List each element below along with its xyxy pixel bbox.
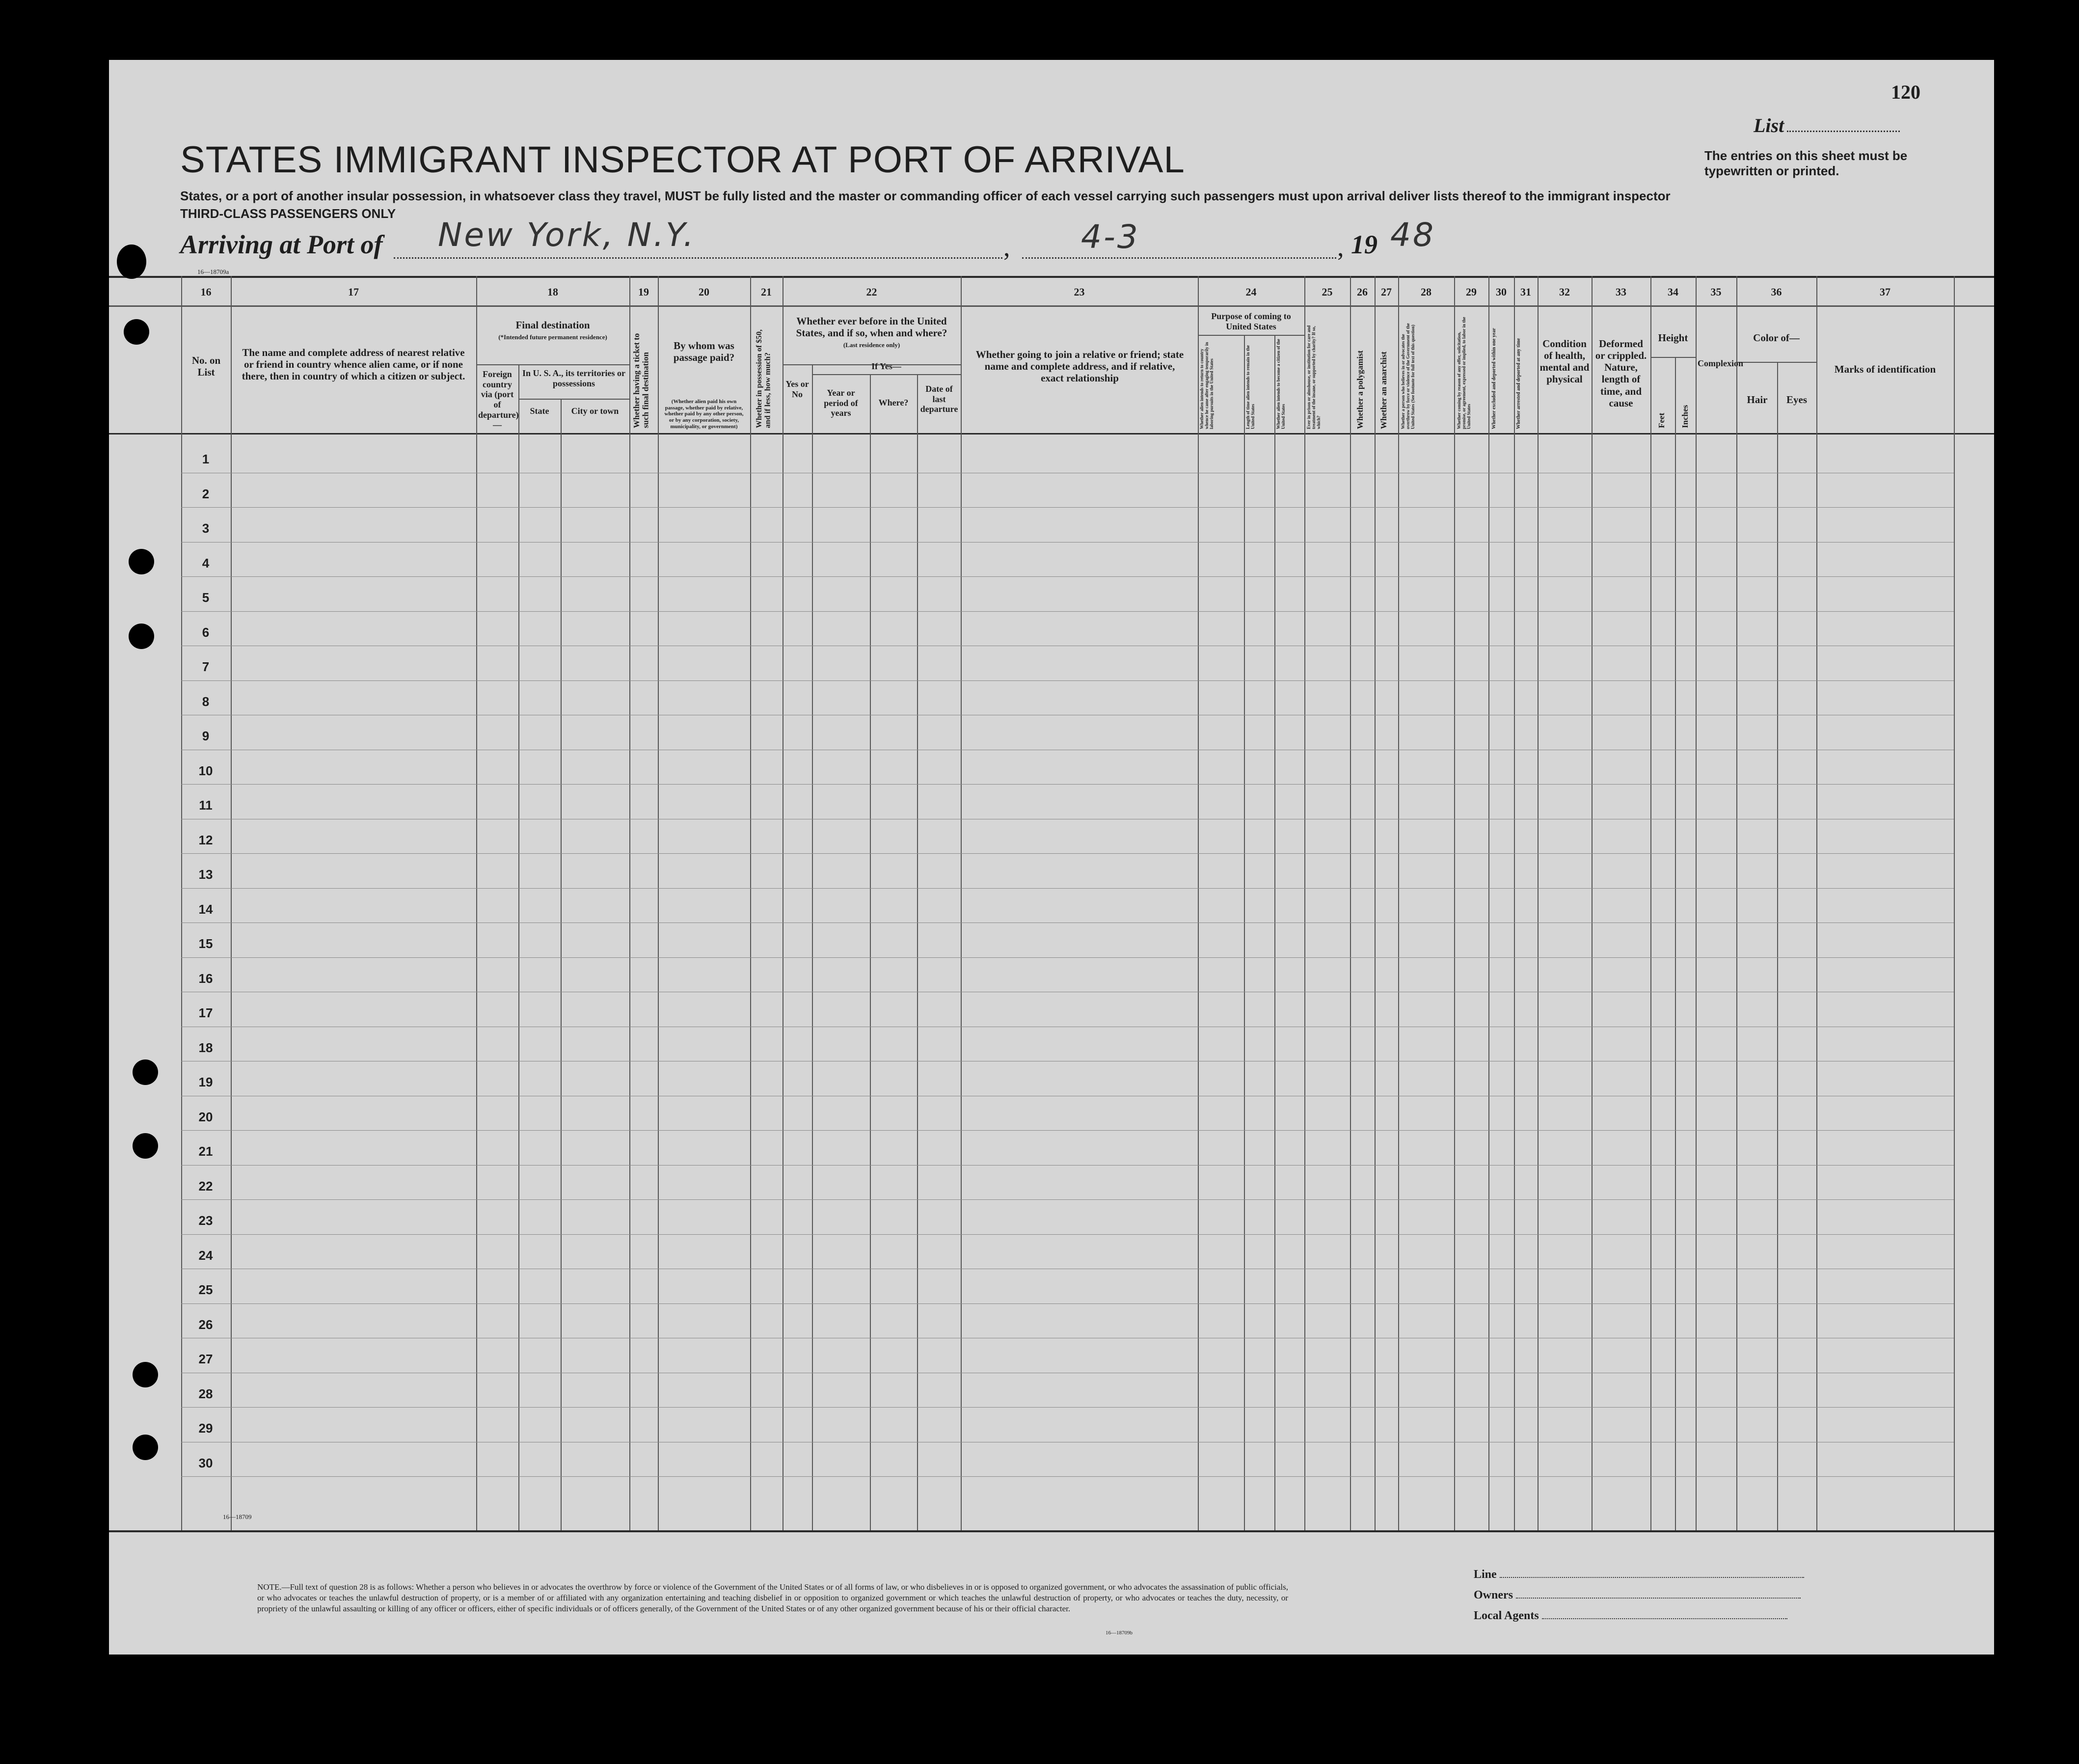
hdr-subline	[812, 374, 961, 375]
subcol-line	[1675, 357, 1676, 1530]
binder-hole	[133, 1362, 158, 1387]
col-number-16: 16	[200, 286, 212, 298]
subcol-line	[1777, 362, 1778, 1530]
comma-1: ,	[1003, 232, 1010, 262]
header-final-destination: Final destination	[515, 319, 590, 331]
list-label	[1754, 114, 1900, 137]
row-line	[181, 1476, 1954, 1477]
port-line	[394, 257, 1002, 259]
row-line	[181, 1303, 1954, 1304]
form-code-bottom: 16—18709	[223, 1513, 252, 1520]
date-handwritten: 4-3	[1081, 218, 1140, 256]
col-line	[1350, 276, 1351, 1530]
row-line	[181, 680, 1954, 681]
subcol-line	[1274, 335, 1275, 1530]
col-line	[1696, 276, 1697, 1530]
year-prefix: 19	[1351, 230, 1377, 259]
col-line	[476, 276, 477, 1530]
header-overthrow: Whether a person who believes in or advocates the overthrow by force or violence of the Government of the United States (See footnote for full text of this question)	[1401, 323, 1415, 429]
header-ever-before: Whether ever before in the United States, and if so, when and where?	[796, 315, 947, 339]
col-number-30: 30	[1496, 286, 1507, 298]
col-line	[1375, 276, 1376, 1530]
col-number-23: 23	[1074, 286, 1085, 298]
port-handwritten: New York, N.Y.	[438, 216, 696, 254]
local-agents-field	[1474, 1609, 1787, 1623]
header-complexion: Complexion	[1698, 358, 1744, 368]
row-line	[181, 888, 1954, 889]
row-line	[181, 611, 1954, 612]
header-bottom-border	[109, 433, 1994, 434]
header-eyes: Eyes	[1786, 394, 1807, 406]
line-field	[1474, 1568, 1804, 1581]
col-number-26: 26	[1357, 286, 1368, 298]
header-by-whom-note: (Whether alien paid his own passage, whether paid by relative, whether paid by any other person, or by any corporation, society, municipality, or government)	[664, 399, 744, 430]
col-line	[1304, 276, 1305, 1530]
hdr-subline	[1198, 335, 1304, 336]
header-polygamist: Whether a polygamist	[1355, 350, 1365, 429]
header-yes-or-no: Yes or No	[785, 379, 809, 399]
col-line	[750, 276, 751, 1530]
col-line	[1454, 276, 1455, 1530]
form-code-note: 16—18709b	[1106, 1630, 1133, 1636]
col-line	[1538, 276, 1539, 1530]
header-deformed: Deformed or crippled. Nature, length of time, and cause	[1595, 338, 1647, 409]
row-number: 27	[198, 1352, 213, 1366]
column-number-divider	[109, 305, 1994, 307]
subcol-line	[812, 364, 813, 1530]
row-number: 16	[198, 971, 213, 986]
header-condition: Condition of health, mental and physical	[1539, 338, 1590, 385]
col-number-31: 31	[1520, 286, 1531, 298]
row-number: 3	[202, 521, 210, 536]
header-hair: Hair	[1747, 394, 1768, 406]
header-anarchist: Whether an anarchist	[1379, 351, 1388, 429]
row-number: 23	[198, 1213, 213, 1228]
manifest-sheet	[109, 60, 1994, 1655]
header-purpose-b: Length of time alien intends to remain in the United States	[1245, 345, 1255, 429]
hdr-subline	[518, 399, 629, 400]
row-number: 6	[202, 625, 210, 640]
header-feet: Feet	[1657, 412, 1666, 428]
row-line	[181, 1234, 1954, 1235]
header-fifty-dollars: Whether in possession of $50, and if less, how much?	[755, 329, 772, 428]
list-label-text: List	[1754, 114, 1784, 136]
col-line	[1650, 276, 1651, 1530]
header-excluded: Whether excluded and deported within one year	[1491, 328, 1497, 429]
col-number-21: 21	[761, 286, 772, 298]
col-number-34: 34	[1668, 286, 1678, 298]
col-number-25: 25	[1322, 286, 1333, 298]
header-joining-relative: Whether going to join a relative or friend; state name and complete address, and if relative, exact relationship	[975, 349, 1184, 384]
header-no-on-list: No. on List	[191, 354, 221, 379]
row-line	[181, 1199, 1954, 1200]
page-title: STATES IMMIGRANT INSPECTOR AT PORT OF ARRIVAL	[180, 139, 1185, 181]
row-line	[181, 853, 1954, 854]
header-height: Height	[1658, 332, 1688, 344]
header-purpose: Purpose of coming to United States	[1211, 311, 1291, 331]
col-number-22: 22	[866, 286, 877, 298]
binder-hole	[133, 1059, 158, 1085]
subcol-line	[917, 374, 918, 1530]
col-number-20: 20	[699, 286, 709, 298]
row-number: 5	[202, 590, 210, 605]
col-number-27: 27	[1381, 286, 1392, 298]
row-number: 21	[198, 1144, 213, 1159]
class-note: THIRD-CLASS PASSENGERS ONLY	[180, 206, 396, 221]
row-number: 22	[198, 1179, 213, 1194]
row-number: 9	[202, 729, 210, 743]
col-number-35: 35	[1710, 286, 1722, 298]
owners-field	[1474, 1589, 1801, 1602]
col-line	[181, 276, 182, 1530]
subcol-line	[561, 399, 562, 1530]
line-label: Line	[1474, 1568, 1497, 1581]
header-prison: Ever in prison or almshouse, or institution for care and treatment of the insane, or supported by charity? If so, which?	[1306, 325, 1321, 429]
col-number-33: 33	[1616, 286, 1626, 298]
row-number: 26	[198, 1317, 213, 1332]
subcol-line	[870, 374, 871, 1530]
hdr-subline	[476, 364, 629, 365]
arriving-label: Arriving at Port of	[180, 230, 383, 259]
header-by-whom: By whom was passage paid?	[673, 340, 735, 364]
row-number: 8	[202, 694, 210, 709]
col-line	[629, 276, 630, 1530]
table-bottom-border	[109, 1530, 1994, 1532]
header-foreign-country: Foreign country via (port of departure)—	[478, 369, 519, 430]
header-nearest-relative: The name and complete address of nearest relative or friend in country whence alien came, or if none there, then in country of which a citizen or subject.	[242, 347, 465, 382]
col-line	[1592, 276, 1593, 1530]
date-line	[1022, 257, 1336, 259]
header-date-last-departure: Date of last departure	[920, 384, 958, 414]
header-inches: Inches	[1680, 405, 1690, 428]
row-number: 30	[198, 1456, 213, 1470]
local-agents-label: Local Agents	[1474, 1609, 1539, 1622]
row-number: 4	[202, 556, 210, 570]
header-purpose-c: Whether alien intends to become a citizen of the United States	[1276, 339, 1286, 429]
comma-2: ,	[1337, 232, 1344, 262]
row-number: 29	[198, 1421, 213, 1436]
year-handwritten: 48	[1390, 216, 1435, 254]
row-number: 10	[198, 763, 213, 778]
row-line	[181, 1130, 1954, 1131]
subtitle: States, or a port of another insular possession, in whatsoever class they travel, MUST be fully listed and the master or commanding officer of each vessel carrying such passengers must upon arrival deliver lists thereof to the immigrant inspector	[180, 189, 1671, 203]
col-number-28: 28	[1421, 286, 1431, 298]
hdr-subline	[1736, 362, 1816, 363]
header-color-of: Color of—	[1753, 332, 1800, 344]
row-number: 7	[202, 659, 210, 674]
col-line	[658, 276, 659, 1530]
col-number-29: 29	[1466, 286, 1477, 298]
binder-hole	[129, 624, 154, 649]
row-number: 19	[198, 1075, 213, 1089]
col-number-37: 37	[1880, 286, 1890, 298]
footnote: NOTE.—Full text of question 28 is as follows: Whether a person who believes in or advocates the overthrow by force or violence of the Government of the United States or of all forms of law, or who disbelieves in or is opposed to organized government, or who advocates the assassination of public officials, or who advocates or teaches the unlawful destruction of property, or is a member of or affiliated with any organization entertaining and teaching disbelief in or opposition to organized government or which teaches the unlawful destruction of property, or who advocates or teaches the duty, necessity, or propriety of the unlawful assaulting or killing of any officer or officers, either of specific individuals or of officers generally, of the Government of the United States or of any other organized government because of his or their official character.	[257, 1582, 1288, 1613]
col-number-32: 32	[1559, 286, 1570, 298]
col-number-36: 36	[1771, 286, 1782, 298]
row-number: 1	[202, 452, 210, 466]
row-number: 2	[202, 487, 210, 501]
row-line	[181, 957, 1954, 958]
binder-hole	[133, 1435, 158, 1460]
row-line	[181, 507, 1954, 508]
binder-hole	[133, 1133, 158, 1159]
row-number: 14	[198, 902, 213, 917]
header-state: State	[530, 406, 549, 416]
binder-hole	[117, 244, 146, 279]
row-number: 28	[198, 1386, 213, 1401]
row-number: 25	[198, 1282, 213, 1297]
table-top-border	[109, 276, 1994, 278]
header-ever-before-note: (Last residence only)	[843, 341, 900, 349]
row-line	[181, 576, 1954, 577]
row-line	[181, 784, 1954, 785]
row-number: 12	[198, 833, 213, 847]
page-number: 120	[1891, 81, 1920, 103]
header-arrested: Whether arrested and deported at any time	[1516, 338, 1521, 429]
header-offer: Whether coming by reason of any offer, solicitation, promise, or agreement, expressed or implied, to labor in the United States	[1457, 317, 1471, 429]
col-number-19: 19	[638, 286, 649, 298]
col-line	[1398, 276, 1399, 1530]
row-number: 24	[198, 1248, 213, 1263]
row-number: 15	[198, 936, 213, 951]
header-year-or-period: Year or period of years	[824, 388, 858, 418]
col-line	[1954, 276, 1955, 1530]
col-number-17: 17	[348, 286, 359, 298]
typewritten-note: The entries on this sheet must be typewritten or printed.	[1704, 148, 1908, 179]
col-number-18: 18	[547, 286, 558, 298]
form-code-top: 16—18709a	[197, 268, 229, 275]
hdr-subline	[1650, 357, 1696, 358]
header-marks: Marks of identification	[1834, 363, 1936, 375]
header-final-destination-note: (*Intended future permanent residence)	[498, 333, 607, 341]
row-number: 11	[199, 798, 213, 813]
col-line	[1816, 276, 1817, 1530]
row-number: 20	[198, 1110, 213, 1124]
col-line	[961, 276, 962, 1530]
row-number: 13	[198, 867, 213, 882]
owners-label: Owners	[1474, 1589, 1513, 1601]
row-line	[181, 1165, 1954, 1166]
header-where: Where?	[878, 398, 909, 407]
col-line	[1198, 276, 1199, 1530]
row-number: 18	[198, 1040, 213, 1055]
header-ticket: Whether having a ticket to such final destination	[632, 333, 650, 428]
row-line	[181, 542, 1954, 543]
row-number: 17	[198, 1005, 213, 1020]
col-number-24: 24	[1245, 286, 1257, 298]
col-line	[1736, 276, 1737, 1530]
col-line	[1514, 276, 1515, 1530]
col-line	[1488, 276, 1489, 1530]
col-line	[231, 276, 232, 1530]
header-in-usa: In U. S. A., its territories or possessions	[522, 368, 625, 388]
subcol-line	[518, 364, 519, 1530]
header-purpose-a: Whether alien intends to return to country whence he came after engaging temporarily in laboring pursuits in the United States	[1199, 342, 1214, 429]
binder-hole	[129, 549, 154, 574]
header-if-yes: If Yes—	[871, 361, 901, 371]
subcol-line	[1244, 335, 1245, 1530]
header-city-or-town: City or town	[571, 406, 619, 416]
binder-hole	[124, 319, 149, 345]
row-line	[181, 1407, 1954, 1408]
